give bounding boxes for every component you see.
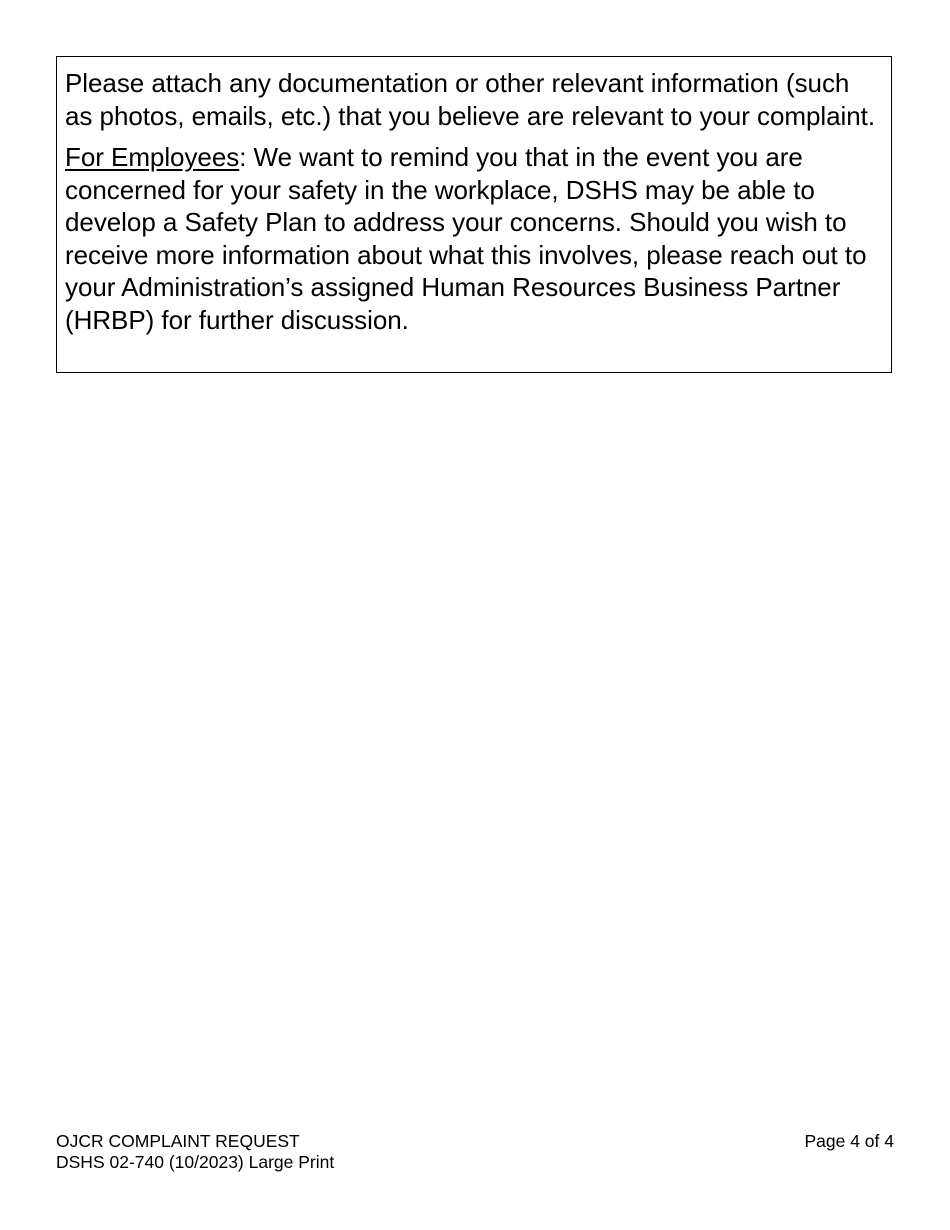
employees-notice: [65, 141, 883, 336]
footer-left: [56, 1131, 334, 1173]
page-number: Page 4 of 4: [804, 1131, 894, 1151]
form-id: DSHS 02-740 (10/2023) Large Print: [56, 1152, 335, 1172]
notice-box: [56, 56, 892, 373]
employees-text: : We want to remind you that in the event you are concerned for your safety in the workplace, DSHS may be able to develop a Safety Plan to address your concerns. Should you wish to receive more information about what this involves, please reach out to your Administration’s assigned Human Resources Business Partner (HRBP) for further discussion.: [65, 142, 867, 335]
attach-instructions: Please attach any documentation or other relevant information (such as photos, emails, etc.) that you believe are relevant to your complaint.: [65, 68, 875, 131]
form-title: OJCR COMPLAINT REQUEST: [56, 1131, 300, 1151]
employees-label: For Employees: [65, 142, 240, 172]
